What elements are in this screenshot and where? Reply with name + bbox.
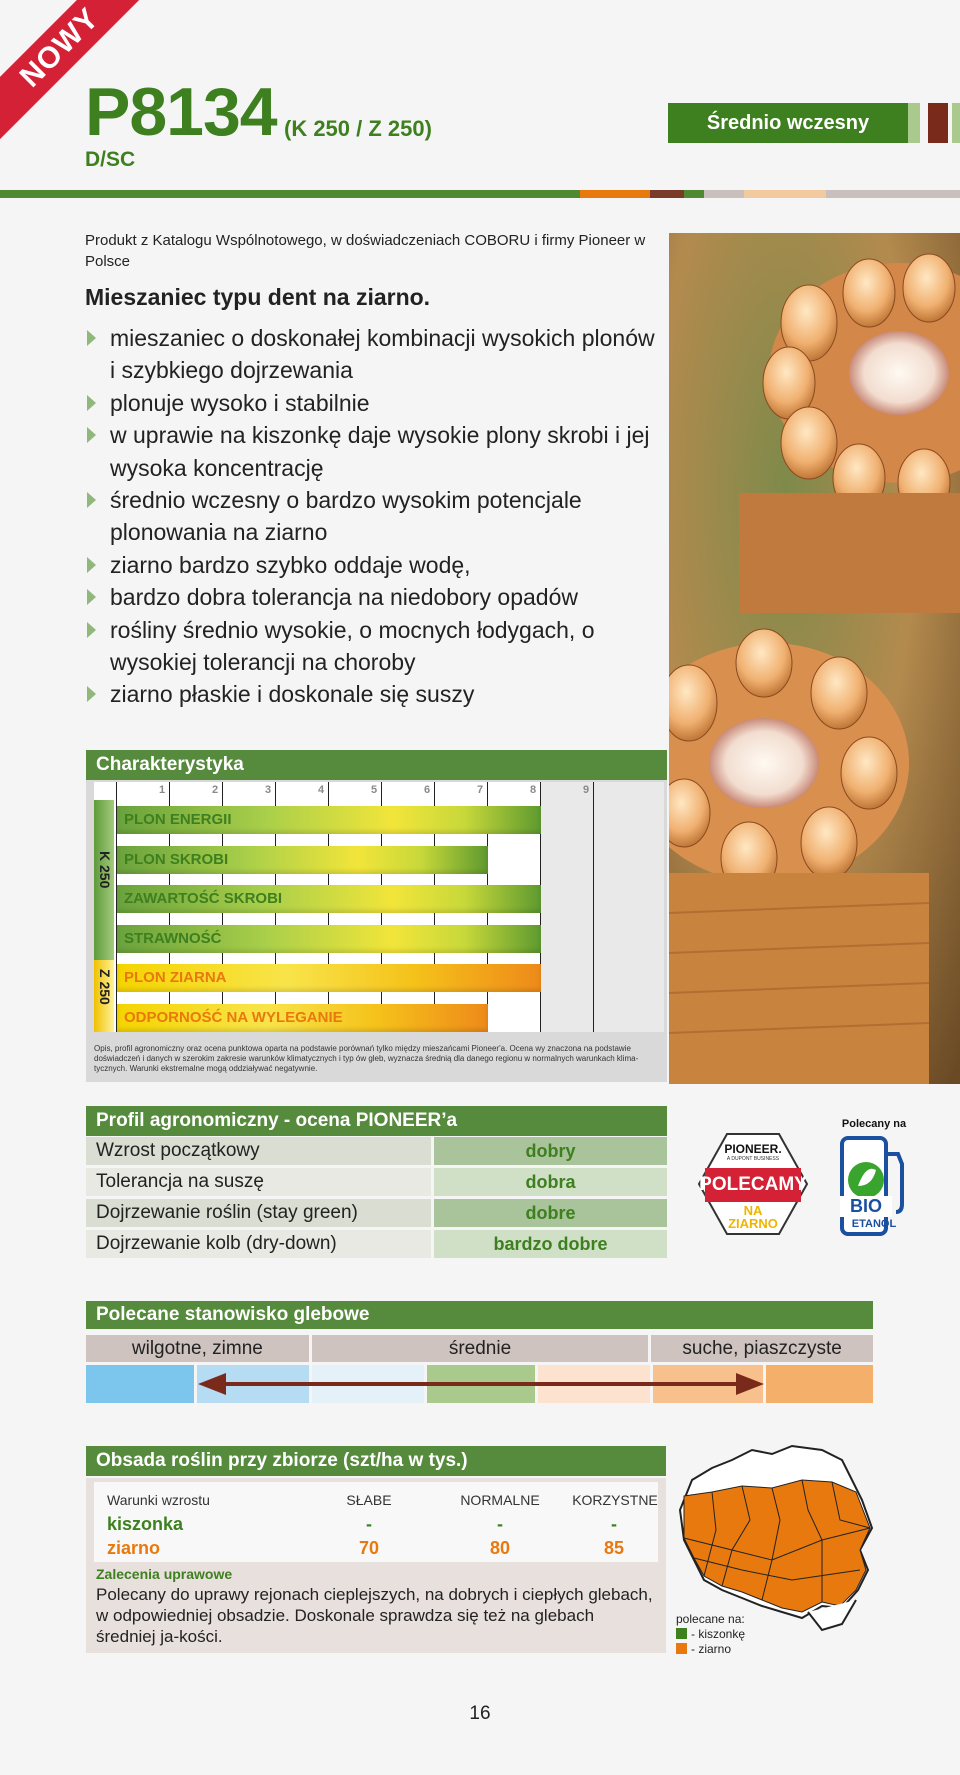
list-item: bardzo dobra tolerancja na niedobory opadów [85, 581, 665, 613]
list-item: plonuje wysoko i stabilnie [85, 387, 665, 419]
tick-label: 4 [318, 784, 325, 796]
soil-cells [86, 1365, 873, 1403]
tick-label: 2 [212, 784, 219, 796]
table-row [86, 1230, 667, 1258]
density-heading: Obsada roślin przy zbiorze (szt/ha w tys.) [86, 1446, 666, 1476]
tick-label: 8 [530, 784, 537, 796]
soil-label-wet: wilgotne, zimne [86, 1335, 309, 1362]
tick-label: 3 [265, 784, 272, 796]
corn-cob-photo [669, 233, 960, 1084]
etanol-label: ETANOL [851, 1218, 897, 1230]
soil-label-dry: suche, piaszczyste [651, 1335, 873, 1362]
rating-cell: bardzo dobre [434, 1230, 667, 1258]
score-label: ODPORNOŚĆ NA WYLEGANIE [124, 1008, 343, 1026]
bio-caption: Polecany na [841, 1118, 907, 1130]
ziarno-label: ziarno [107, 1538, 161, 1558]
map-legend [676, 1612, 745, 1657]
score-label: PLON ENERGII [124, 811, 232, 828]
kiszonka-good: - [611, 1514, 617, 1534]
maturity-label: Średnio wczesny [668, 103, 908, 143]
characteristics-plot [94, 782, 664, 1032]
rating-cell: dobry [434, 1137, 667, 1165]
rating-cell: dobre [434, 1199, 667, 1227]
rating-cell: dobra [434, 1168, 667, 1196]
soil-heading: Polecane stanowisko glebowe [86, 1301, 873, 1329]
ziarno-label: ZIARNO [728, 1216, 778, 1231]
legend-item [676, 1642, 745, 1657]
tick-label: 1 [159, 784, 166, 796]
score-label: PLON ZIARNA [124, 969, 227, 986]
table-row [86, 1168, 667, 1196]
group-z-label: Z 250 [97, 969, 113, 1005]
list-item: średnio wczesny o bardzo wysokim potencjale plonowania na ziarno [85, 484, 665, 549]
chart-background [540, 782, 664, 1032]
tick-label: 9 [583, 784, 590, 796]
list-item: w uprawie na kiszonkę daje wysokie plony skrobi i jej wysoka koncentrację [85, 419, 665, 484]
density-col-weak: SŁABE [346, 1492, 392, 1508]
characteristics-chart [86, 780, 667, 1082]
soil-labels [86, 1335, 873, 1362]
legend-item [676, 1627, 745, 1642]
polecamy-badge [697, 1132, 809, 1236]
agronomic-heading: Profil agronomiczny - ocena PIONEER’a [86, 1106, 667, 1136]
new-badge-label: NOWY [0, 0, 150, 148]
trait-cell: Dojrzewanie roślin (stay green) [86, 1199, 431, 1227]
list-item: rośliny średnio wysokie, o mocnych łodygach, o wysokiej tolerancji na choroby [85, 614, 665, 679]
kiszonka-normal: - [497, 1514, 503, 1534]
product-fao: (K 250 / Z 250) [284, 116, 432, 141]
ziarno-good: 85 [603, 1538, 625, 1558]
tick-label: 5 [371, 784, 378, 796]
density-header-label: Warunki wzrostu [107, 1492, 210, 1508]
polecamy-label: POLECAMY [699, 1174, 807, 1195]
legend-swatch [676, 1643, 687, 1654]
characteristics-note: Opis, profil agronomiczny oraz ocena punktowa oparta na podstawie porównań tylko między mieszańcami Pioneer'a. Ocena wy znaczona na podstawie doświadczeń i danych w szerokim zakresie warunków klimatycznych i typ ów gleb, wyznacza średnią dla danego regionu w normalnych warunkach klima-tycznych. Warunki ekstremalne mogą oddziaływać negatywnie. [94, 1044, 639, 1073]
score-label: STRAWNOŚĆ [124, 929, 222, 947]
maturity-stripes [908, 103, 960, 143]
tick-label: 6 [424, 784, 431, 796]
ziarno-weak: 70 [358, 1538, 380, 1558]
agronomic-table [86, 1137, 667, 1261]
pioneer-brand: PIONEER. [724, 1142, 782, 1156]
kiszonka-weak: - [366, 1514, 372, 1534]
legend-title: polecane na: [676, 1612, 745, 1626]
product-type-code: D/SC [85, 148, 136, 171]
header-rule [0, 190, 960, 198]
characteristics-heading: Charakterystyka [86, 750, 667, 780]
recommendation-title: Zalecenia uprawowe [96, 1566, 233, 1582]
density-col-normal: NORMALNE [460, 1492, 540, 1508]
soil-scale [86, 1332, 873, 1403]
soil-label-medium: średnie [312, 1335, 649, 1362]
score-label: PLON SKROBI [124, 850, 229, 868]
pioneer-sub: A DUPONT BUSINESS [726, 1156, 780, 1162]
grid-line [593, 782, 594, 1032]
feature-list [85, 322, 665, 711]
legend-label: - kiszonkę [691, 1627, 746, 1641]
table-row [86, 1137, 667, 1165]
catalog-note: Produkt z Katalogu Wspólnotowego, w doświadczeniach COBORU i firmy Pioneer w Polsce [85, 232, 646, 270]
list-item: ziarno bardzo szybko oddaje wodę, [85, 549, 665, 581]
product-name: P8134 [85, 74, 277, 150]
group-k-label: K 250 [97, 851, 113, 889]
list-item: mieszaniec o doskonałej kombinacji wysokich plonów i szybkiego dojrzewania [85, 322, 665, 387]
kiszonka-label: kiszonka [107, 1514, 184, 1534]
score-label: ZAWARTOŚĆ SKROBI [124, 890, 283, 907]
trait-cell: Tolerancja na suszę [86, 1168, 431, 1196]
poland-map [672, 1440, 877, 1640]
ziarno-normal: 80 [489, 1538, 511, 1558]
density-box [86, 1478, 666, 1653]
legend-swatch [676, 1628, 687, 1639]
legend-label: - ziarno [691, 1642, 732, 1656]
soil-range-arrow [86, 1365, 873, 1403]
na-label: NA [743, 1203, 763, 1218]
density-col-good: KORZYSTNE [572, 1492, 658, 1508]
page-number: 16 [469, 1703, 491, 1724]
trait-cell: Dojrzewanie kolb (dry-down) [86, 1230, 431, 1258]
trait-cell: Wzrost początkowy [86, 1137, 431, 1165]
tick-label: 7 [477, 784, 484, 796]
bio-label: BIO [840, 1196, 892, 1217]
bio-etanol-badge [834, 1118, 914, 1238]
recommendation-text: Polecany do uprawy rejonach cieplejszych, na dobrych i ciepłych glebach, w odpowiedniej obsadzie. Doskonale sprawdza się też na glebach średniej ja-kości. [96, 1585, 653, 1646]
lead-text: Mieszaniec typu dent na ziarno. [85, 284, 431, 310]
list-item: ziarno płaskie i doskonale się suszy [85, 678, 665, 710]
table-row [86, 1199, 667, 1227]
